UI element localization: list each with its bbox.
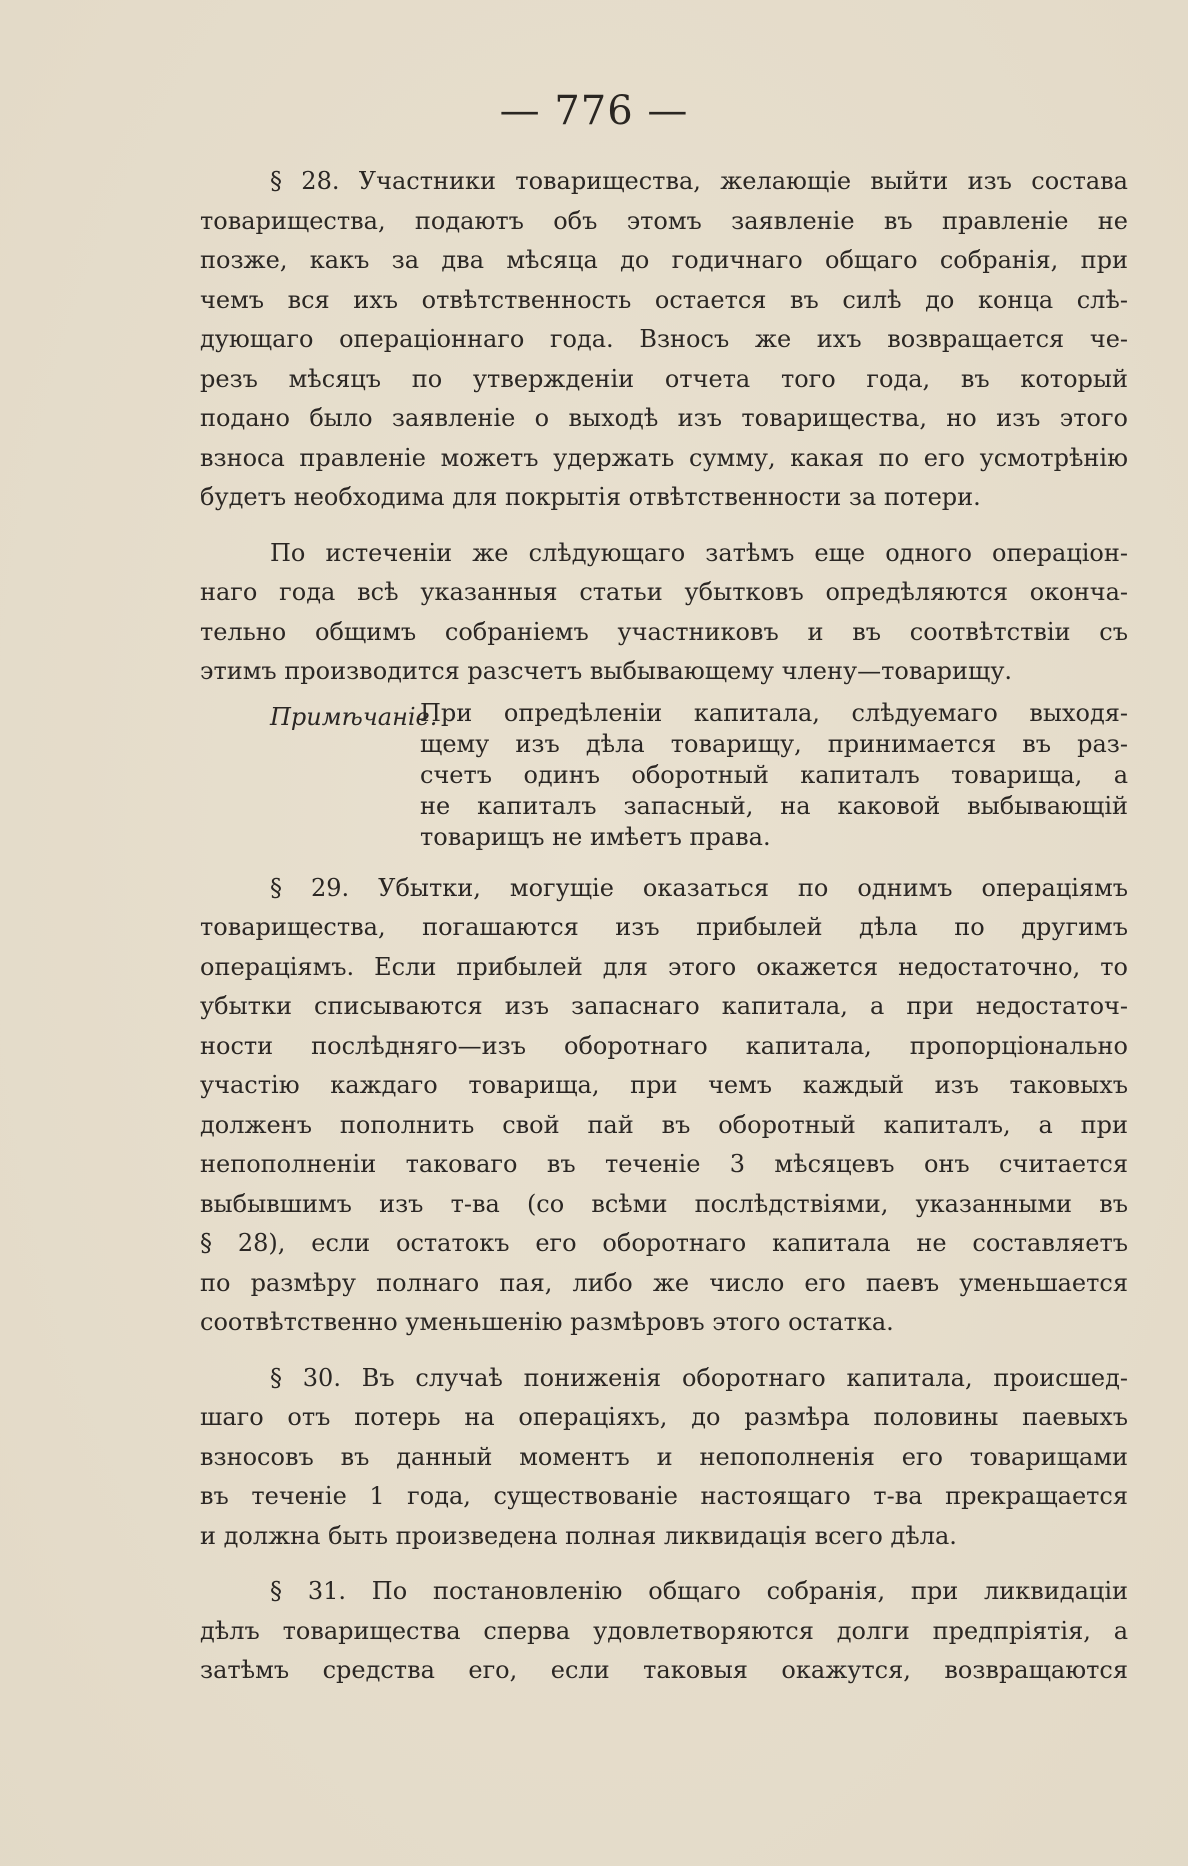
text-line: операціямъ. Если прибылей для этого окажется недостаточно, то [200,952,1128,981]
note-body [420,698,1128,853]
note-label: Примѣчаніе. [270,702,438,731]
paragraph-29 [200,869,1128,1343]
paragraph-31 [200,1572,1128,1691]
paragraph-28 [200,162,1128,518]
text-line: этимъ производится разсчетъ выбывающему члену—товарищу. [200,657,1013,685]
note [200,698,1128,853]
text-line: § 28), если остатокъ его оборотнаго капитала не составляетъ [200,1229,1128,1257]
text-line: будетъ необходима для покрытія отвѣтственности за потери. [200,483,981,511]
paragraph-28-continued [200,534,1128,692]
paragraph-30 [200,1359,1128,1557]
text-line: § 31. По постановленію общаго собранія, при ликвидаціи [270,1577,1128,1605]
text-line: чемъ вся ихъ отвѣтственность остается въ силѣ до конца слѣ- [200,285,1128,314]
text-line: наго года всѣ указанныя статьи убытковъ опредѣляются оконча- [200,578,1128,606]
page-number: — 776 — [499,88,689,134]
text-line: дѣлъ товарищества сперва удовлетворяются долги предпріятія, а [200,1616,1128,1645]
text-line: § 28. Участники товарищества, желающіе выйти изъ состава [270,167,1128,195]
text-line: долженъ пополнить свой пай въ оборотный капиталъ, а при [200,1110,1128,1139]
text-line: дующаго операціоннаго года. Взносъ же ихъ возвращается че- [200,325,1128,353]
text-line: взноса правленіе можетъ удержать сумму, какая по его усмотрѣнію [200,443,1128,472]
note-line: товарищъ не имѣетъ права. [420,822,771,851]
text-line: позже, какъ за два мѣсяца до годичнаго общаго собранія, при [200,246,1128,274]
text-line: шаго отъ потерь на операціяхъ, до размѣра половины паевыхъ [200,1403,1128,1431]
text-line: подано было заявленіе о выходѣ изъ товарищества, но изъ этого [200,404,1128,432]
note-line: не капиталъ запасный, на каковой выбывающій [420,791,1128,820]
note-line: счетъ одинъ оборотный капиталъ товарища, а [420,760,1128,789]
text-line: и должна быть произведена полная ликвидація всего дѣла. [200,1521,957,1550]
text-line: По истеченіи же слѣдующаго затѣмъ еще одного операціон- [270,538,1128,567]
note-line: При опредѣленіи капитала, слѣдуемаго выходя- [420,698,1128,727]
text-line: взносовъ въ данный моментъ и непополненія его товарищами [200,1442,1128,1471]
text-line: § 30. Въ случаѣ пониженія оборотнаго капитала, происшед- [270,1363,1128,1392]
text-line: участію каждаго товарища, при чемъ каждый изъ таковыхъ [200,1071,1128,1099]
text-line: затѣмъ средства его, если таковыя окажутся, возвращаются [200,1656,1128,1684]
text-line: убытки списываются изъ запаснаго капитала, а при недостаточ- [200,992,1128,1020]
text-line: товарищества, погашаются изъ прибылей дѣла по другимъ [200,913,1128,941]
text-line: резъ мѣсяцъ по утвержденіи отчета того года, въ который [200,364,1128,393]
text-line: соотвѣтственно уменьшенію размѣровъ этого остатка. [200,1308,894,1336]
body-text [200,162,1128,1691]
text-line: выбывшимъ изъ т-ва (со всѣми послѣдствіями, указанными въ [200,1189,1128,1218]
note-line: щему изъ дѣла товарищу, принимается въ раз- [420,729,1128,758]
text-line: товарищества, подаютъ объ этомъ заявленіе въ правленіе не [200,206,1128,235]
text-line: въ теченіе 1 года, существованіе настоящаго т-ва прекращается [200,1482,1128,1510]
text-line: непополненіи таковаго въ теченіе 3 мѣсяцевъ онъ считается [200,1150,1128,1178]
text-line: ности послѣдняго—изъ оборотнаго капитала, пропорціонально [200,1031,1128,1060]
text-line: по размѣру полнаго пая, либо же число его паевъ уменьшается [200,1268,1128,1297]
text-line: § 29. Убытки, могущіе оказаться по однимъ операціямъ [270,873,1128,902]
text-line: тельно общимъ собраніемъ участниковъ и въ соотвѣтствіи съ [200,617,1128,646]
